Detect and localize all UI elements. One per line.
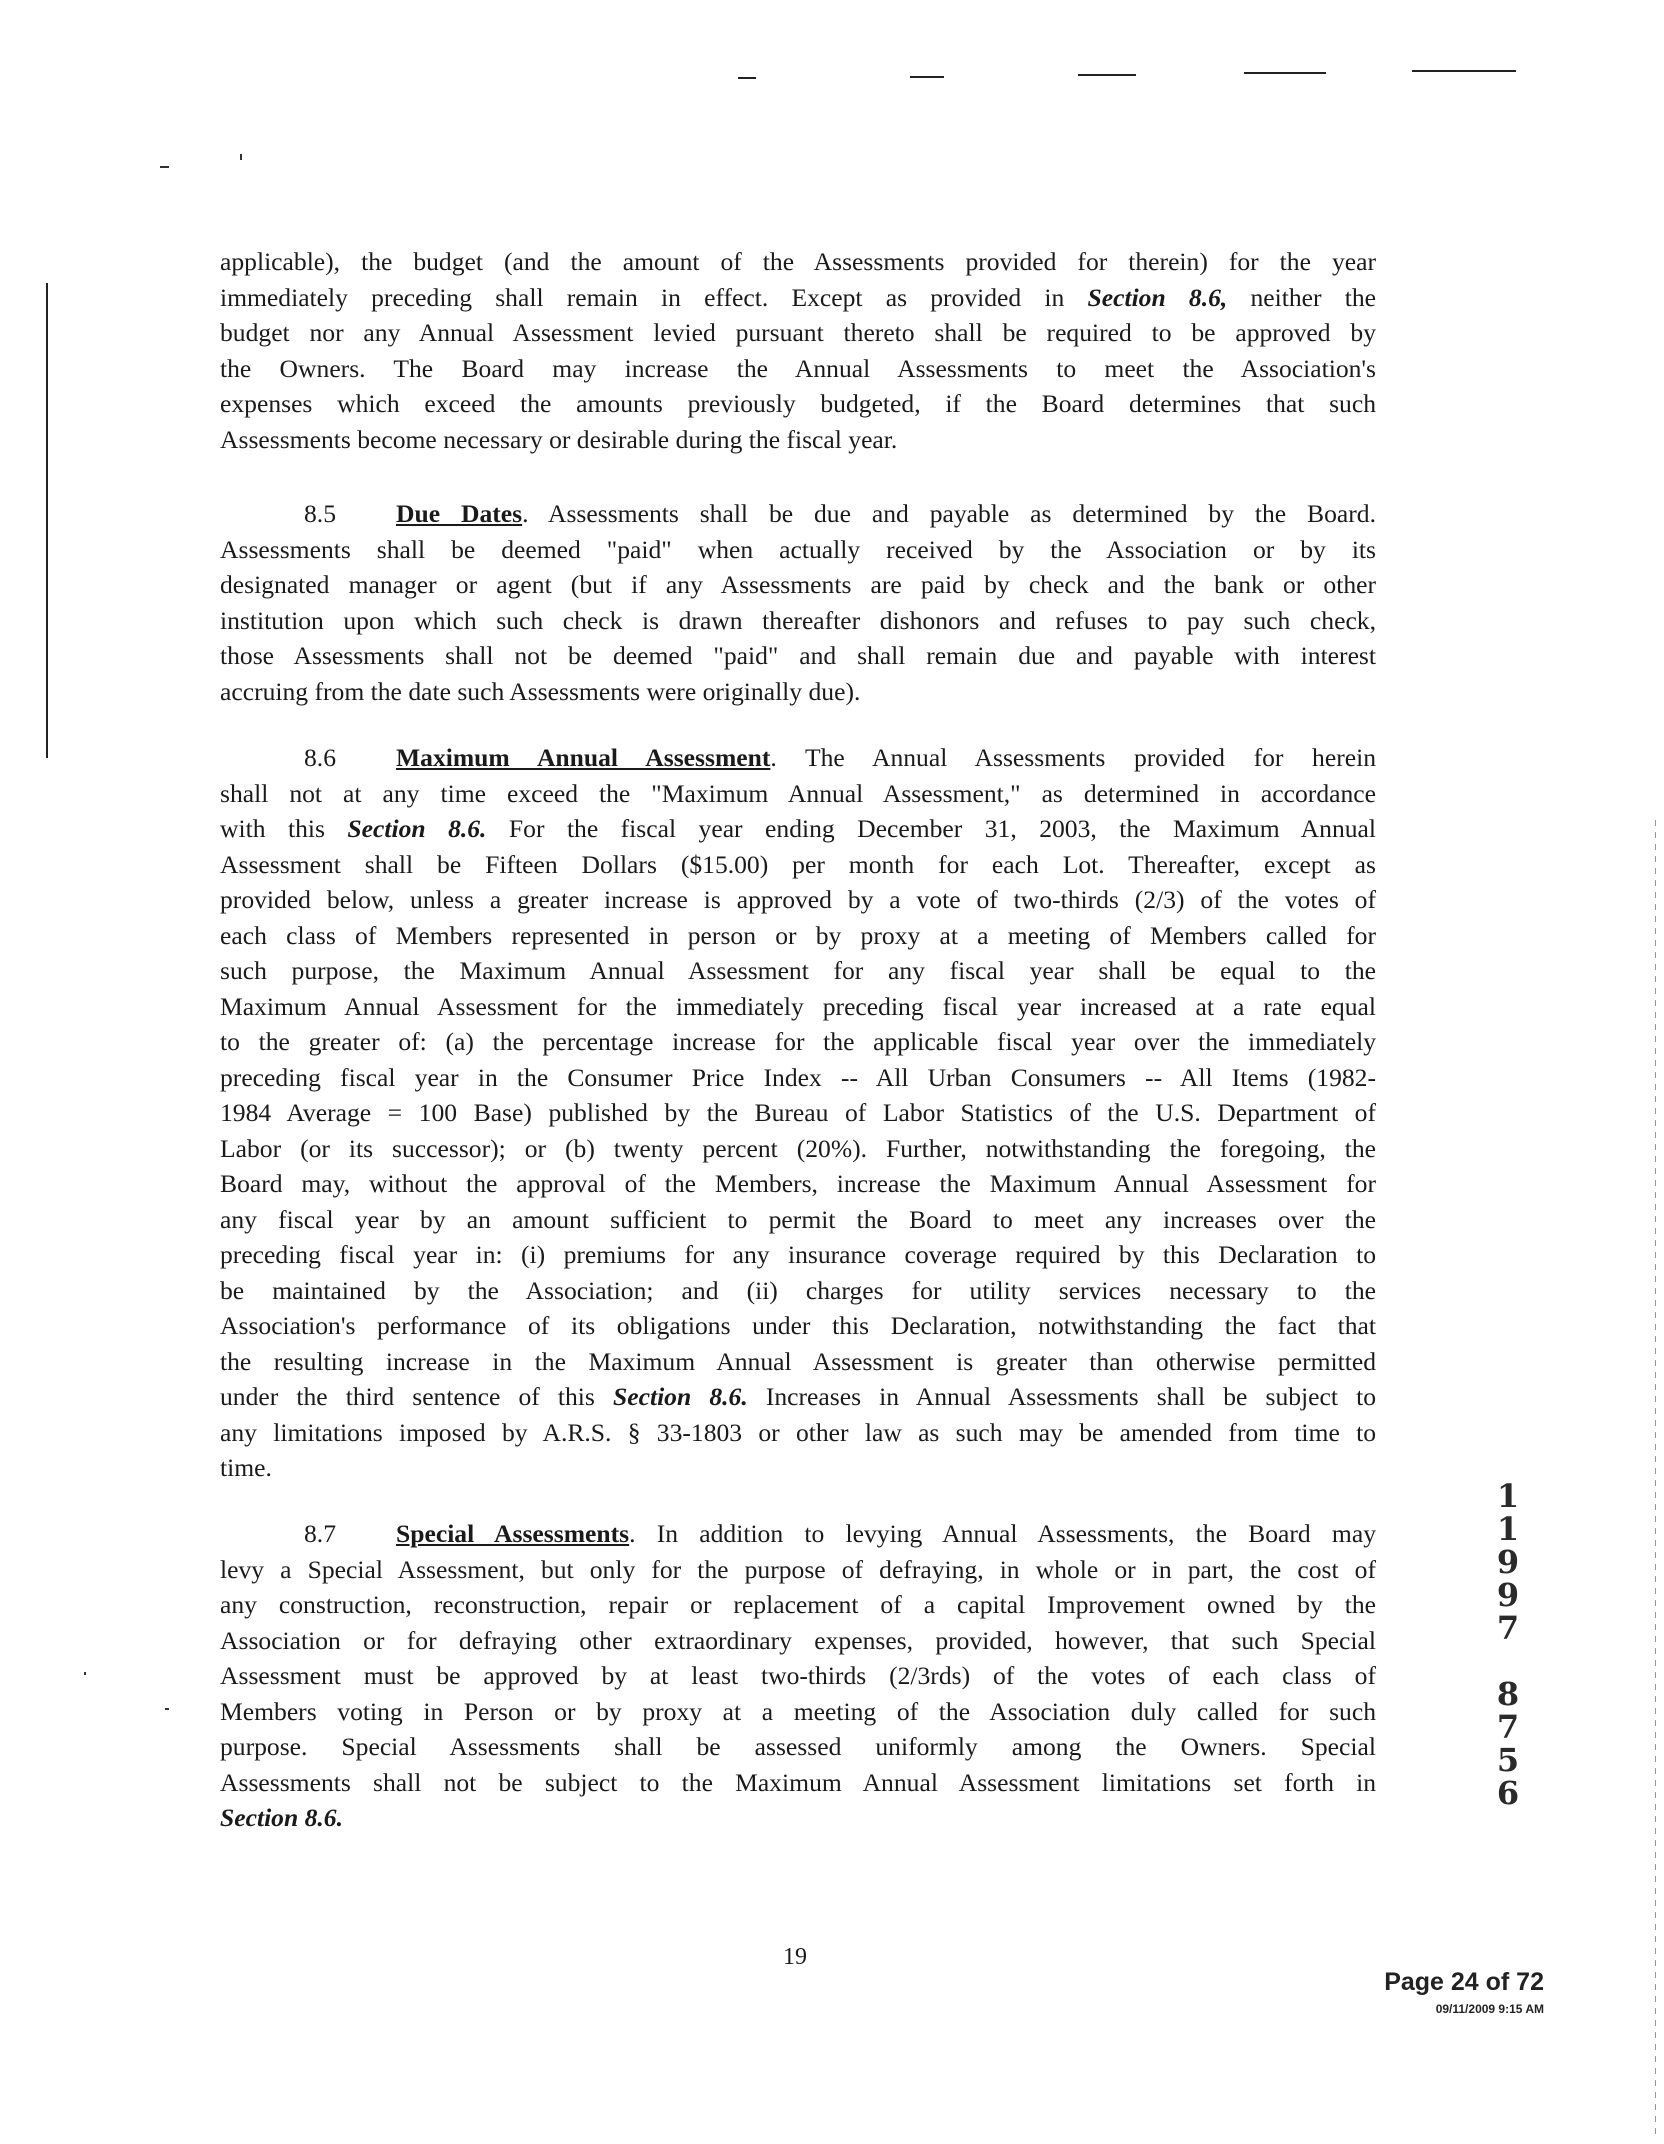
text-line: preceding fiscal year in the Consumer Price Index -- All Urban Consumers -- All Items (1982-	[220, 1062, 1376, 1092]
text-line: Assessments become necessary or desirable during the fiscal year.	[220, 424, 898, 454]
section-heading: Due Dates	[396, 499, 523, 528]
text-line: be maintained by the Association; and (ii) charges for utility services necessary to the	[220, 1275, 1376, 1305]
recorder-timestamp: 09/11/2009 9:15 AM	[1435, 2002, 1544, 2016]
recorder-page-stamp: Page 24 of 72	[1384, 1968, 1544, 1996]
scan-artifact-dash	[1078, 74, 1136, 76]
text-line: any construction, reconstruction, repair or replacement of a capital Improvement owned by the	[220, 1590, 1376, 1619]
text-line: Assessments shall be deemed "paid" when actually received by the Association or by its	[220, 534, 1376, 564]
text-span: . Assessments shall be due and payable as determined by the Board.	[522, 499, 1376, 528]
bates-digit: 9	[1496, 1543, 1520, 1581]
text-line: Labor (or its successor); or (b) twenty percent (20%). Further, notwithstanding the foregoing, the	[220, 1133, 1376, 1163]
bates-number	[1493, 1477, 1523, 1812]
scan-artifact-speck	[160, 166, 169, 168]
section-number: 8.7	[304, 1519, 336, 1548]
scan-artifact-dash	[738, 77, 756, 79]
bates-digit: 7	[1496, 1609, 1520, 1647]
text-line: to the greater of: (a) the percentage increase for the applicable fiscal year over the immediately	[220, 1027, 1376, 1056]
scan-edge	[1655, 820, 1656, 2140]
scan-artifact-dash	[910, 76, 944, 78]
paragraph-continuation	[220, 244, 1376, 457]
text-line: those Assessments shall not be deemed "paid" and shall remain due and payable with interest	[220, 641, 1376, 670]
section-8-7	[220, 1516, 1376, 1836]
text-line: Assessment must be approved by at least two-thirds (2/3rds) of the votes of each class of	[220, 1661, 1376, 1690]
text-line: provided below, unless a greater increase is approved by a vote of two-thirds (2/3) of the votes of	[220, 885, 1376, 914]
text-line: such purpose, the Maximum Annual Assessment for any fiscal year shall be equal to the	[220, 956, 1376, 985]
text-span: . The Annual Assessments provided for herein	[770, 743, 1376, 772]
section-reference: Section 8.6,	[1087, 282, 1228, 312]
text-line: accruing from the date such Assessments were originally due).	[220, 676, 861, 706]
section-heading: Maximum Annual Assessment	[396, 743, 771, 772]
text-line: Assessment shall be Fifteen Dollars ($15.00) per month for each Lot. Thereafter, except as	[220, 849, 1376, 879]
scan-artifact-speck	[165, 1708, 169, 1710]
text-span: For the fiscal year ending December 31, 2003, the Maximum Annual	[486, 814, 1377, 843]
text-span: under the third sentence of this	[220, 1382, 613, 1411]
section-number: 8.5	[304, 499, 336, 528]
text-line	[220, 280, 1376, 316]
text-line: Association or for defraying other extraordinary expenses, provided, however, that such Special	[220, 1625, 1376, 1655]
text-line: the resulting increase in the Maximum Annual Assessment is greater than otherwise permitted	[220, 1346, 1376, 1376]
scan-artifact-dash	[1244, 72, 1326, 74]
text-span: . In addition to levying Annual Assessments, the Board may	[629, 1519, 1376, 1548]
text-line	[220, 1516, 1376, 1552]
text-line: Members voting in Person or by proxy at a meeting of the Association duly called for such	[220, 1696, 1376, 1726]
text-line: applicable), the budget (and the amount of the Assessments provided for therein) for the year	[220, 247, 1376, 276]
bates-digit: 5	[1496, 1741, 1520, 1779]
scan-artifact-speck	[240, 154, 242, 160]
section-heading: Special Assessments	[396, 1519, 630, 1548]
text-line: 1984 Average = 100 Base) published by the Bureau of Labor Statistics of the U.S. Department of	[220, 1098, 1376, 1127]
text-line: Assessments shall not be subject to the Maximum Annual Assessment limitations set forth in	[220, 1767, 1376, 1797]
bates-digit: 7	[1496, 1708, 1520, 1746]
text-line	[220, 811, 1376, 847]
text-line: any limitations imposed by A.R.S. § 33-1803 or other law as such may be amended from time to	[220, 1417, 1376, 1447]
text-line	[220, 740, 1376, 776]
bates-digit: 1	[1496, 1510, 1520, 1548]
section-reference: Section 8.6.	[220, 1803, 343, 1832]
bates-digit: 1	[1496, 1477, 1520, 1515]
text-line: the Owners. The Board may increase the Annual Assessments to meet the Association's	[220, 353, 1376, 383]
text-line: expenses which exceed the amounts previously budgeted, if the Board determines that such	[220, 389, 1376, 418]
scan-artifact-dash	[1412, 70, 1516, 72]
text-line: any fiscal year by an amount sufficient to permit the Board to meet any increases over the	[220, 1204, 1376, 1234]
text-line: institution upon which such check is drawn thereafter dishonors and refuses to pay such check,	[220, 605, 1376, 635]
text-line: shall not at any time exceed the "Maximum Annual Assessment," as determined in accordance	[220, 778, 1376, 808]
text-line: budget nor any Annual Assessment levied pursuant thereto shall be required to be approved by	[220, 318, 1376, 347]
text-line: Association's performance of its obligations under this Declaration, notwithstanding the fact that	[220, 1311, 1376, 1340]
text-line: time.	[220, 1453, 272, 1482]
text-span: immediately preceding shall remain in effect. Except as provided in	[220, 282, 1088, 312]
margin-change-bar	[46, 283, 48, 758]
text-line: purpose. Special Assessments shall be assessed uniformly among the Owners. Special	[220, 1732, 1376, 1761]
text-line: levy a Special Assessment, but only for the purpose of defraying, in whole or in part, the cost of	[220, 1554, 1376, 1584]
text-line: Board may, without the approval of the Members, increase the Maximum Annual Assessment for	[220, 1169, 1376, 1198]
text-span: neither the	[1227, 282, 1377, 312]
text-line: each class of Members represented in person or by proxy at a meeting of Members called for	[220, 920, 1376, 950]
section-reference: Section 8.6.	[613, 1382, 748, 1411]
bates-digit: 9	[1496, 1576, 1520, 1614]
section-reference: Section 8.6.	[347, 814, 487, 843]
bates-digit: 8	[1496, 1675, 1520, 1713]
section-8-6	[220, 740, 1376, 1486]
section-number: 8.6	[304, 743, 336, 772]
text-line: Maximum Annual Assessment for the immediately preceding fiscal year increased at a rate equal	[220, 991, 1376, 1021]
text-line	[220, 1379, 1376, 1415]
section-8-5	[220, 496, 1376, 709]
bates-digit: 6	[1496, 1774, 1520, 1812]
text-line	[220, 496, 1376, 532]
text-span: Increases in Annual Assessments shall be subject to	[747, 1382, 1377, 1411]
scan-artifact-speck	[84, 1672, 86, 1675]
text-line: preceding fiscal year in: (i) premiums for any insurance coverage required by this Declaration to	[220, 1240, 1376, 1269]
page-number: 19	[783, 1944, 807, 1970]
text-line: designated manager or agent (but if any Assessments are paid by check and the bank or other	[220, 570, 1376, 599]
text-span: with this	[220, 814, 348, 843]
